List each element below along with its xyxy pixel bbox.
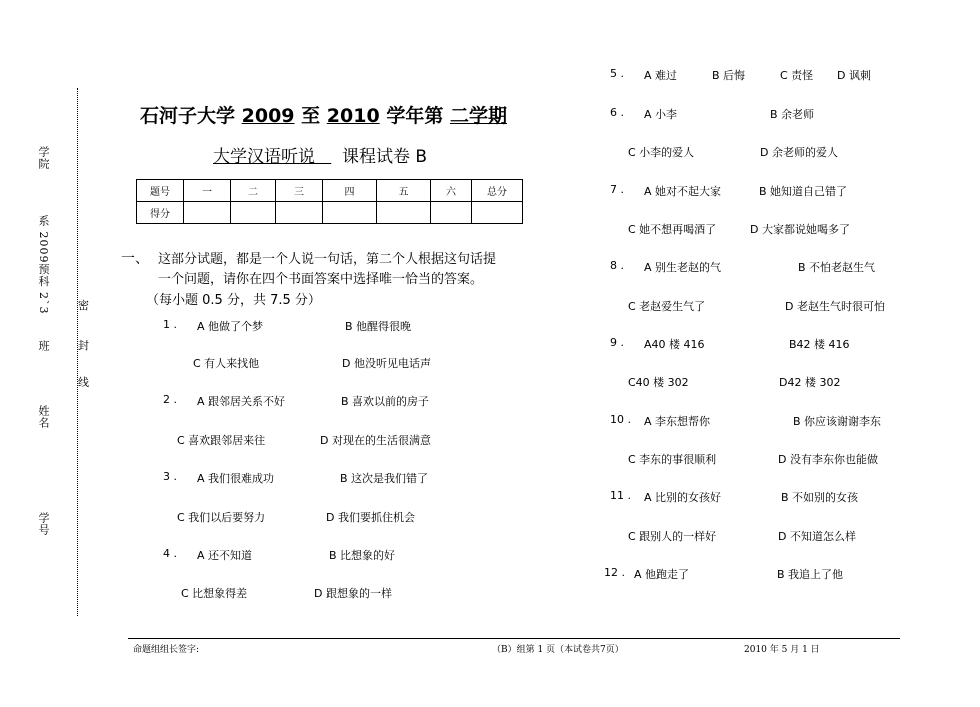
option-a: A 别生老赵的气 xyxy=(644,261,722,274)
footer-rule xyxy=(128,638,900,639)
section-scoring-note: （每小题 0.5 分，共 7.5 分） xyxy=(146,293,321,308)
option-a: A 难过 xyxy=(644,69,678,82)
option-b: B42 楼 416 xyxy=(789,338,850,351)
option-a: A 跟邻居关系不好 xyxy=(197,395,286,408)
option-d: D 老赵生气时很可怕 xyxy=(785,300,885,313)
option-c: C 我们以后要努力 xyxy=(177,511,266,524)
option-b: B 这次是我们错了 xyxy=(340,472,429,485)
option-c: C 李东的事很顺利 xyxy=(628,453,717,466)
seal-char-3: 线 xyxy=(78,376,89,389)
option-c: C 老赵爱生气了 xyxy=(628,300,706,313)
option-a: A 还不知道 xyxy=(197,549,253,562)
option-d: D 跟想象的一样 xyxy=(314,587,392,600)
score-input-cell xyxy=(472,202,523,224)
score-header-cell: 二 xyxy=(231,180,276,202)
option-b: B 不怕老赵生气 xyxy=(798,261,876,274)
option-b: B 她知道自己错了 xyxy=(759,185,848,198)
section-instruction-line2: 一个问题，请你在四个书面答案中选择唯一恰当的答案。 xyxy=(158,272,484,287)
option-c: C 责怪 xyxy=(780,69,814,82)
score-header-cell: 一 xyxy=(184,180,231,202)
option-d: D 他没听见电话声 xyxy=(342,357,431,370)
option-c: C 有人来找他 xyxy=(193,357,260,370)
question-number: 7 . xyxy=(610,183,624,196)
score-header-cell: 五 xyxy=(377,180,431,202)
option-c: C 喜欢跟邻居来往 xyxy=(177,434,266,447)
question-number: 12 . xyxy=(604,566,625,579)
name-label: 姓名 xyxy=(37,405,50,429)
footer-page-info: （B）组第 1 页（本试卷共7页） xyxy=(492,645,624,655)
score-header-cell: 题号 xyxy=(137,180,184,202)
score-input-cell xyxy=(276,202,323,224)
option-d: D 大家都说她喝多了 xyxy=(750,223,850,236)
score-header-cell: 六 xyxy=(431,180,472,202)
option-c: C40 楼 302 xyxy=(628,376,689,389)
option-a: A 她对不起大家 xyxy=(644,185,722,198)
option-c: C 比想象得差 xyxy=(181,587,248,600)
option-c: C 她不想再喝酒了 xyxy=(628,223,717,236)
section-number: 一、 xyxy=(121,251,149,267)
score-header-cell: 三 xyxy=(276,180,323,202)
option-a: A 我们很难成功 xyxy=(197,472,275,485)
option-c: C 小李的爱人 xyxy=(628,146,695,159)
question-number: 8 . xyxy=(610,259,624,272)
score-row-label: 得分 xyxy=(137,202,184,224)
college-label: 学院 xyxy=(37,146,50,170)
question-number: 6 . xyxy=(610,106,624,119)
option-b: B 不如别的女孩 xyxy=(781,491,859,504)
question-number: 10 . xyxy=(610,413,631,426)
option-a: A40 楼 416 xyxy=(644,338,705,351)
score-table xyxy=(136,179,523,224)
option-a: A 李东想帮你 xyxy=(644,415,711,428)
option-b: B 比想象的好 xyxy=(329,549,396,562)
option-b: B 他醒得很晚 xyxy=(345,320,412,333)
class-label: 班 xyxy=(37,340,50,352)
option-a: A 比别的女孩好 xyxy=(644,491,722,504)
option-b: B 喜欢以前的房子 xyxy=(341,395,430,408)
question-number: 2 . xyxy=(163,393,177,406)
option-d: D 我们要抓住机会 xyxy=(326,511,415,524)
score-input-cell xyxy=(323,202,377,224)
option-b: B 后悔 xyxy=(712,69,746,82)
option-a: A 他跑走了 xyxy=(634,568,690,581)
option-d: D 对现在的生活很满意 xyxy=(320,434,431,447)
dept-label: 系 2009预科 2`3 xyxy=(37,215,50,315)
score-header-cell: 四 xyxy=(323,180,377,202)
seal-char-1: 密 xyxy=(78,299,89,312)
option-d: D 不知道怎么样 xyxy=(778,530,856,543)
option-a: A 他做了个梦 xyxy=(197,320,264,333)
option-d: D 没有李东你也能做 xyxy=(778,453,878,466)
score-input-cell xyxy=(431,202,472,224)
score-header-cell: 总分 xyxy=(472,180,523,202)
option-a: A 小李 xyxy=(644,108,678,121)
course-title: 大学汉语听说 课程试卷 B xyxy=(213,147,428,167)
option-d: D 余老师的爱人 xyxy=(760,146,838,159)
student-id-label: 学号 xyxy=(37,512,50,536)
question-number: 4 . xyxy=(163,547,177,560)
seal-char-2: 封 xyxy=(78,339,89,352)
option-b: B 余老师 xyxy=(770,108,815,121)
question-number: 1 . xyxy=(163,318,177,331)
question-number: 9 . xyxy=(610,336,624,349)
option-d: D 讽刺 xyxy=(837,69,871,82)
option-c: C 跟别人的一样好 xyxy=(628,530,717,543)
question-number: 3 . xyxy=(163,470,177,483)
score-input-cell xyxy=(231,202,276,224)
footer-signature-label: 命题组组长签字: xyxy=(133,645,200,655)
footer-date: 2010 年 5 月 1 日 xyxy=(744,645,820,655)
section-instruction-line1: 这部分试题，都是一个人说一句话，第二个人根据这句话提 xyxy=(158,252,497,267)
score-input-cell xyxy=(184,202,231,224)
option-b: B 你应该谢谢李东 xyxy=(793,415,882,428)
option-d: D42 楼 302 xyxy=(779,376,841,389)
score-input-cell xyxy=(377,202,431,224)
question-number: 5 . xyxy=(610,67,624,80)
option-b: B 我追上了他 xyxy=(777,568,844,581)
exam-title: 石河子大学 2009 至 2010 学年第 二学期 xyxy=(140,105,507,127)
question-number: 11 . xyxy=(610,489,631,502)
